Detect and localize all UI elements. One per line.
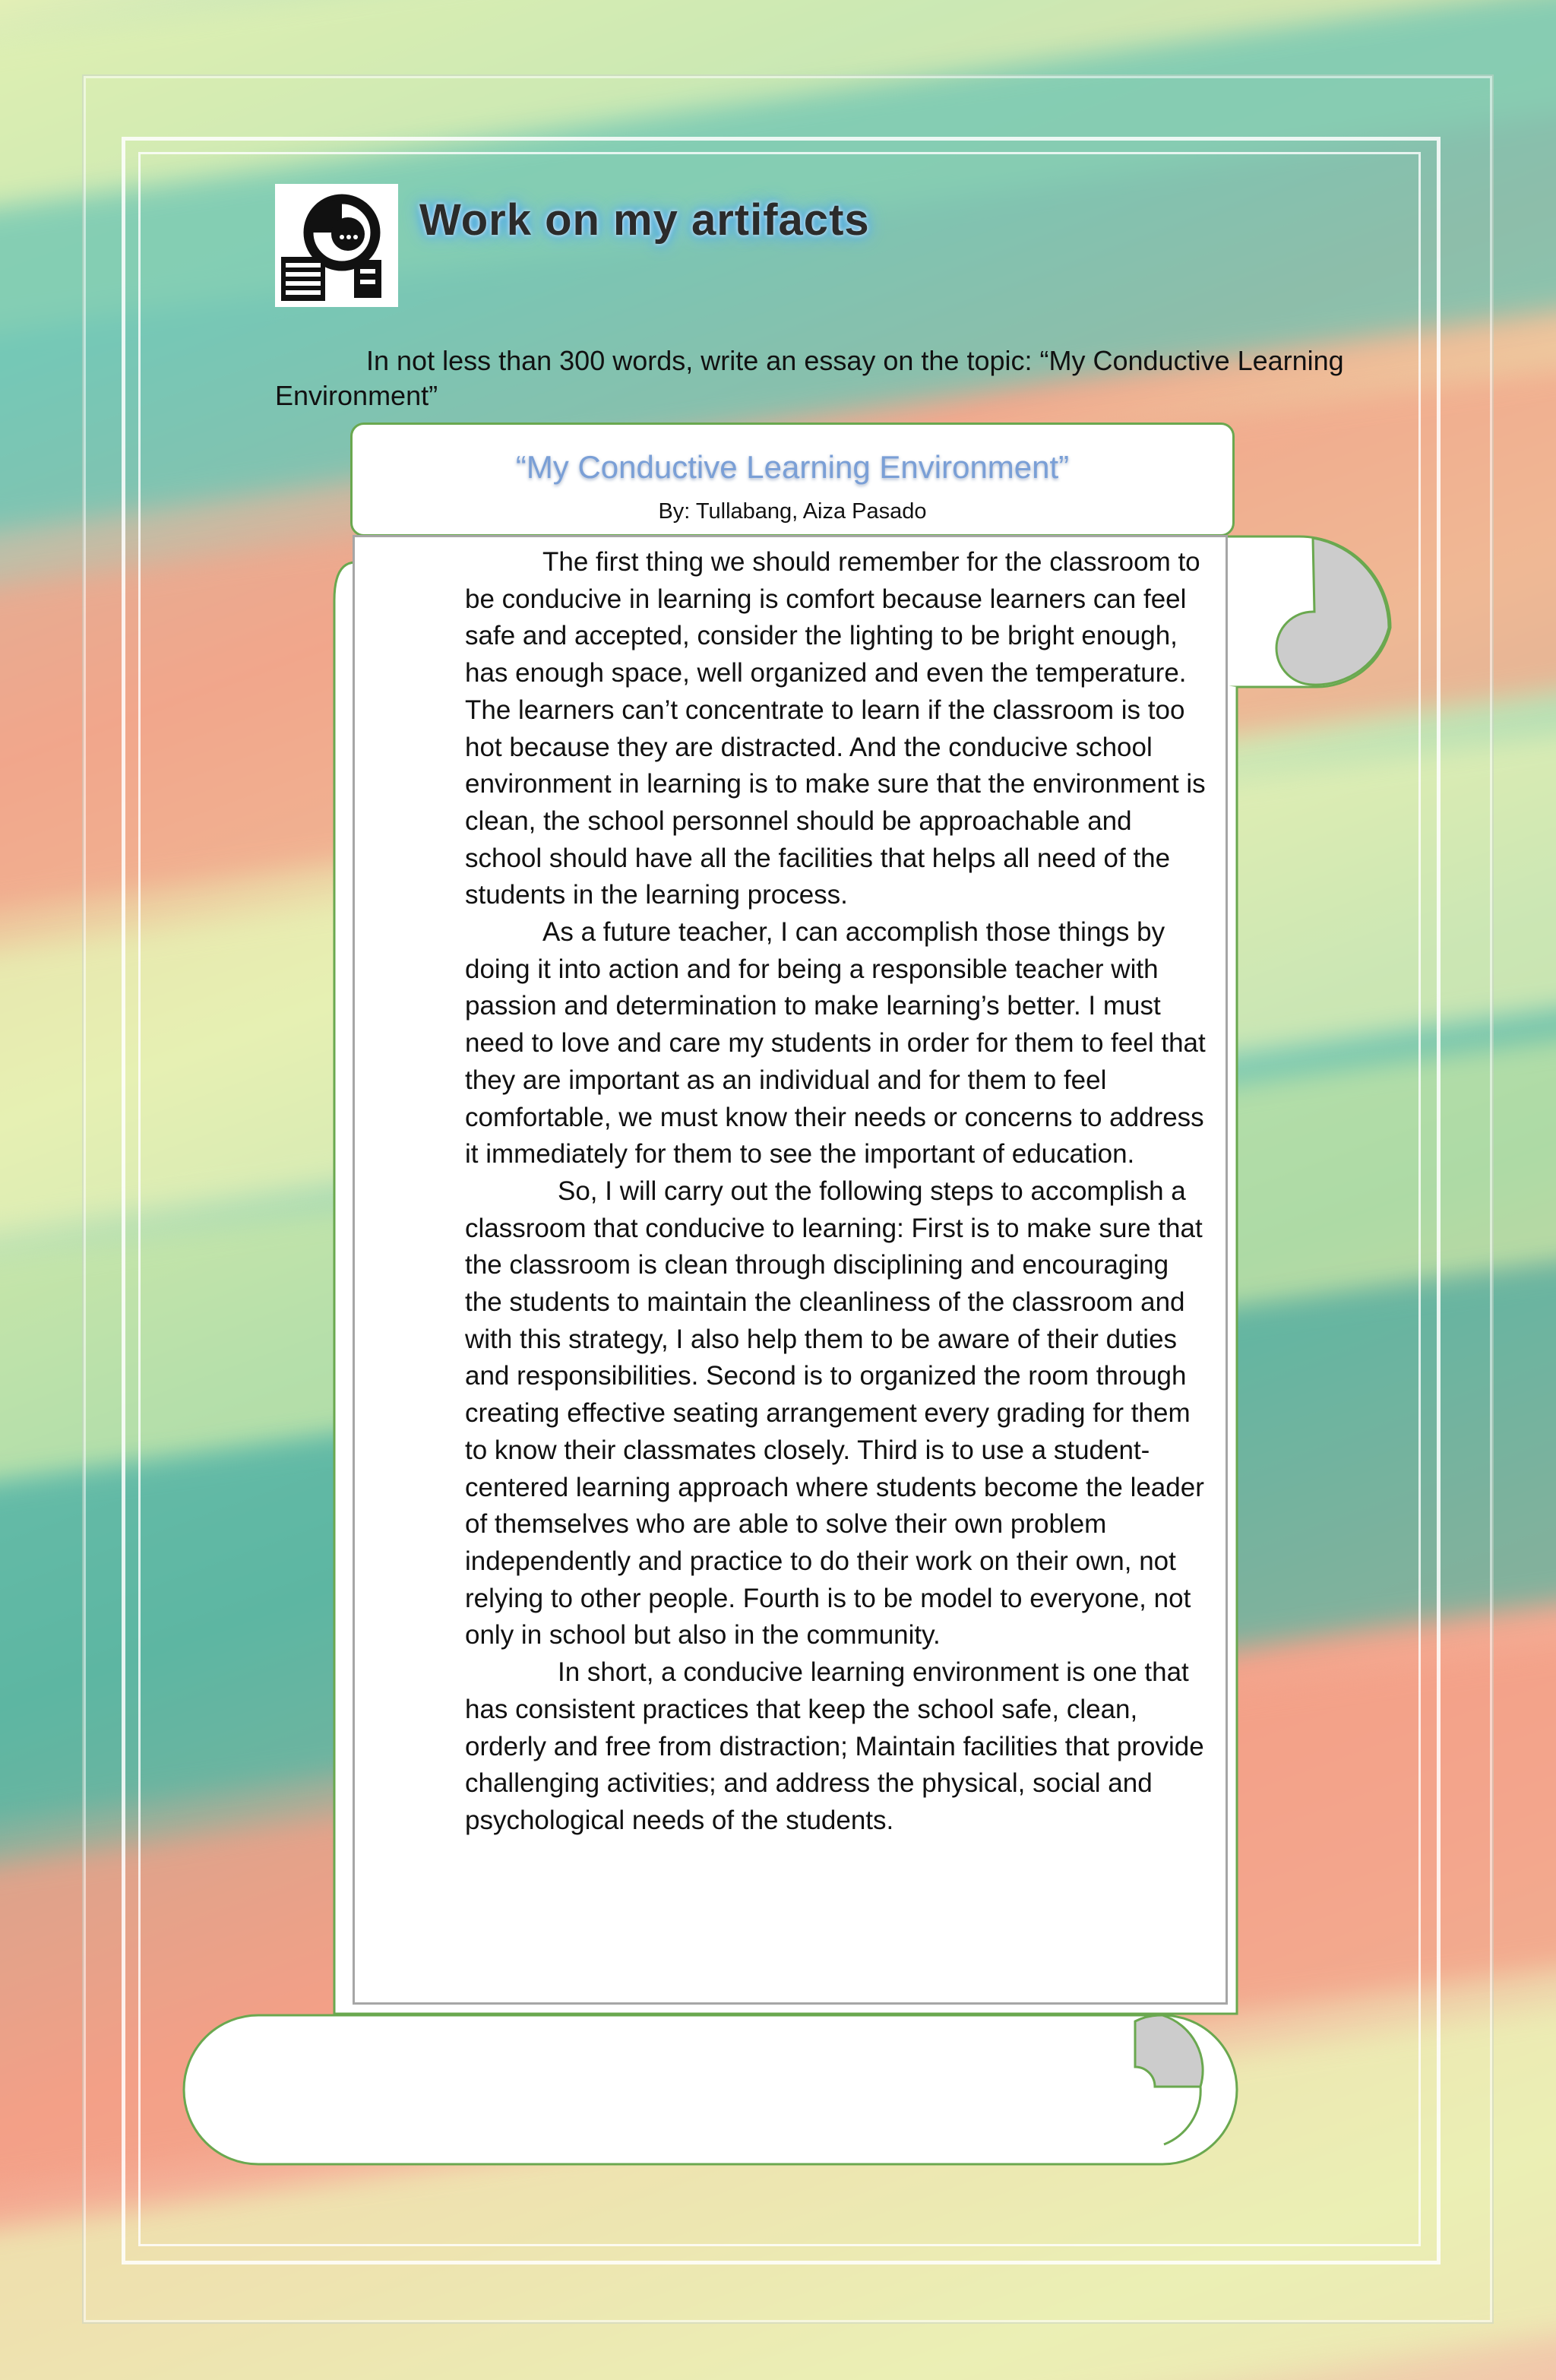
essay-paragraph: As a future teacher, I can accomplish those things by doing it into action and for being a responsible teacher with passion and determination to make learning’s better. I must need to love and care my students in order for them to feel that they are important as an individual and for them to feel comfortable, we must know their needs or concerns to address it immediately for them to see the important of education. <box>465 917 1206 1169</box>
essay-title-box <box>350 423 1235 536</box>
essay-paragraph: The first thing we should remember for the classroom to be conducive in learning is comfort because learners can feel safe and accepted, consider the lighting to be bright enough, has enough space, well organized and even the temperature. The learners can’t concentrate to learn if the classroom is too hot because they are distracted. And the conducive school environment in learning is to make sure that the environment is clean, the school personnel should be approachable and school should have all the facilities that helps all need of the students in the learning process. <box>465 547 1206 910</box>
essay-paragraph: In short, a conducive learning environment is one that has consistent practices that keep the school safe, clean, orderly and free from distraction; Maintain facilities that provide challenging activities; and address the physical, social and psychological needs of the students. <box>465 1657 1204 1835</box>
essay-title: “My Conductive Learning Environment” <box>515 449 1070 485</box>
section-heading: Work on my artifacts <box>419 195 870 245</box>
essay-instruction: In not less than 300 words, write an essay on the topic: “My Conductive Learning Environment” <box>275 345 1344 411</box>
bottom-scroll-roll <box>184 2015 1237 2164</box>
essay-paragraph: So, I will carry out the following steps to accomplish a classroom that conducive to learning: First is to make sure that the classroom is clean through disciplining and encouraging the students to maintain the cleanliness of the classroom and with this strategy, I also help them to be aware of their duties and responsibilities. Second is to organized the room through creating effective seating arrangement every grading for them to know their classmates closely. Third is to use a student- centered learning approach where students become the leader of themselves who are able to solve their own problem independently and practice to do their work on their own, not relying to other people. Fourth is to be model to everyone, not only in school but also in the community. <box>465 1176 1204 1650</box>
essay-author: By: Tullabang, Aiza Pasado <box>658 499 927 524</box>
essay-text <box>465 544 1210 1840</box>
